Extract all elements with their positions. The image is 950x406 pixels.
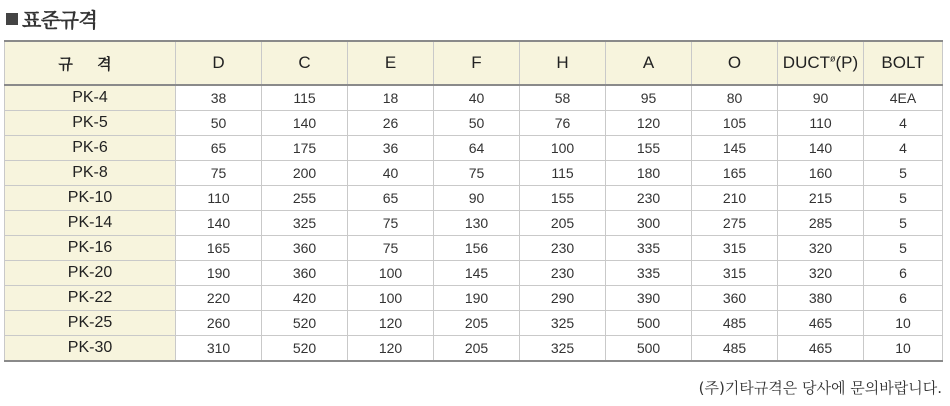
cell-a: 230 — [606, 186, 692, 211]
square-bullet-icon — [6, 13, 18, 25]
cell-e: 75 — [348, 236, 434, 261]
cell-c: 420 — [262, 286, 348, 311]
cell-bolt: 4 — [864, 111, 943, 136]
cell-duct: 380 — [778, 286, 864, 311]
cell-o: 145 — [692, 136, 778, 161]
cell-d: 65 — [176, 136, 262, 161]
cell-d: 220 — [176, 286, 262, 311]
cell-a: 500 — [606, 311, 692, 336]
cell-c: 360 — [262, 236, 348, 261]
cell-bolt: 5 — [864, 211, 943, 236]
cell-bolt: 5 — [864, 161, 943, 186]
cell-f: 190 — [434, 286, 520, 311]
table-row — [5, 85, 943, 111]
cell-spec: PK-6 — [5, 136, 176, 161]
cell-a: 155 — [606, 136, 692, 161]
header-d: D — [176, 41, 262, 85]
cell-bolt: 6 — [864, 261, 943, 286]
header-a: A — [606, 41, 692, 85]
cell-o: 80 — [692, 85, 778, 111]
header-c: C — [262, 41, 348, 85]
cell-spec: PK-25 — [5, 311, 176, 336]
cell-d: 190 — [176, 261, 262, 286]
cell-a: 180 — [606, 161, 692, 186]
spec-table — [4, 40, 943, 362]
table-row — [5, 111, 943, 136]
cell-e: 36 — [348, 136, 434, 161]
cell-d: 260 — [176, 311, 262, 336]
cell-f: 64 — [434, 136, 520, 161]
cell-bolt: 5 — [864, 236, 943, 261]
header-o: O — [692, 41, 778, 85]
cell-c: 325 — [262, 211, 348, 236]
cell-c: 200 — [262, 161, 348, 186]
header-bolt: BOLT — [864, 41, 943, 85]
cell-e: 120 — [348, 336, 434, 362]
header-e: E — [348, 41, 434, 85]
header-h: H — [520, 41, 606, 85]
cell-duct: 110 — [778, 111, 864, 136]
cell-e: 100 — [348, 286, 434, 311]
cell-d: 110 — [176, 186, 262, 211]
cell-h: 115 — [520, 161, 606, 186]
cell-f: 205 — [434, 311, 520, 336]
cell-h: 155 — [520, 186, 606, 211]
header-duct-sup: ø — [830, 53, 836, 64]
table-row — [5, 236, 943, 261]
cell-spec: PK-14 — [5, 211, 176, 236]
cell-o: 165 — [692, 161, 778, 186]
cell-a: 390 — [606, 286, 692, 311]
cell-duct: 140 — [778, 136, 864, 161]
cell-d: 38 — [176, 85, 262, 111]
cell-spec: PK-30 — [5, 336, 176, 362]
table-row — [5, 211, 943, 236]
cell-f: 90 — [434, 186, 520, 211]
cell-bolt: 4EA — [864, 85, 943, 111]
cell-c: 360 — [262, 261, 348, 286]
cell-o: 360 — [692, 286, 778, 311]
cell-d: 165 — [176, 236, 262, 261]
cell-f: 40 — [434, 85, 520, 111]
cell-bolt: 6 — [864, 286, 943, 311]
cell-h: 230 — [520, 236, 606, 261]
cell-e: 100 — [348, 261, 434, 286]
cell-e: 18 — [348, 85, 434, 111]
cell-duct: 465 — [778, 311, 864, 336]
cell-h: 230 — [520, 261, 606, 286]
table-row — [5, 161, 943, 186]
table-header-row — [5, 41, 943, 85]
cell-d: 310 — [176, 336, 262, 362]
header-spec: 규 격 — [5, 41, 176, 85]
cell-spec: PK-8 — [5, 161, 176, 186]
header-f: F — [434, 41, 520, 85]
cell-o: 275 — [692, 211, 778, 236]
cell-f: 130 — [434, 211, 520, 236]
cell-a: 120 — [606, 111, 692, 136]
cell-bolt: 4 — [864, 136, 943, 161]
header-duct-label: DUCT — [782, 53, 831, 72]
cell-h: 325 — [520, 336, 606, 362]
cell-duct: 215 — [778, 186, 864, 211]
cell-e: 75 — [348, 211, 434, 236]
cell-a: 335 — [606, 261, 692, 286]
cell-spec: PK-10 — [5, 186, 176, 211]
cell-a: 335 — [606, 236, 692, 261]
cell-h: 205 — [520, 211, 606, 236]
cell-o: 485 — [692, 336, 778, 362]
cell-a: 300 — [606, 211, 692, 236]
table-row — [5, 311, 943, 336]
cell-f: 50 — [434, 111, 520, 136]
cell-o: 105 — [692, 111, 778, 136]
cell-f: 156 — [434, 236, 520, 261]
cell-o: 315 — [692, 261, 778, 286]
cell-spec: PK-16 — [5, 236, 176, 261]
cell-e: 40 — [348, 161, 434, 186]
cell-bolt: 10 — [864, 336, 943, 362]
cell-a: 95 — [606, 85, 692, 111]
cell-spec: PK-20 — [5, 261, 176, 286]
cell-duct: 160 — [778, 161, 864, 186]
cell-c: 255 — [262, 186, 348, 211]
table-row — [5, 136, 943, 161]
cell-bolt: 10 — [864, 311, 943, 336]
section-title — [6, 4, 97, 33]
cell-d: 140 — [176, 211, 262, 236]
cell-h: 58 — [520, 85, 606, 111]
cell-o: 210 — [692, 186, 778, 211]
table-body — [5, 85, 943, 361]
header-duct — [778, 41, 864, 85]
cell-h: 100 — [520, 136, 606, 161]
table-row — [5, 286, 943, 311]
header-duct-suffix: (P) — [835, 53, 859, 72]
cell-h: 76 — [520, 111, 606, 136]
cell-spec: PK-22 — [5, 286, 176, 311]
table-row — [5, 261, 943, 286]
cell-c: 520 — [262, 336, 348, 362]
section-title-text: 표준규격 — [22, 8, 98, 32]
cell-c: 520 — [262, 311, 348, 336]
cell-f: 145 — [434, 261, 520, 286]
table-row — [5, 186, 943, 211]
cell-a: 500 — [606, 336, 692, 362]
cell-d: 75 — [176, 161, 262, 186]
cell-duct: 320 — [778, 261, 864, 286]
cell-duct: 465 — [778, 336, 864, 362]
cell-f: 205 — [434, 336, 520, 362]
cell-f: 75 — [434, 161, 520, 186]
cell-duct: 285 — [778, 211, 864, 236]
cell-e: 26 — [348, 111, 434, 136]
cell-duct: 320 — [778, 236, 864, 261]
cell-c: 115 — [262, 85, 348, 111]
cell-d: 50 — [176, 111, 262, 136]
cell-e: 65 — [348, 186, 434, 211]
table-row — [5, 336, 943, 362]
cell-spec: PK-5 — [5, 111, 176, 136]
cell-c: 140 — [262, 111, 348, 136]
cell-spec: PK-4 — [5, 85, 176, 111]
cell-bolt: 5 — [864, 186, 943, 211]
footnote: (주)기타규격은 당사에 문의바랍니다. — [698, 379, 942, 397]
cell-h: 325 — [520, 311, 606, 336]
cell-h: 290 — [520, 286, 606, 311]
cell-o: 485 — [692, 311, 778, 336]
cell-o: 315 — [692, 236, 778, 261]
cell-c: 175 — [262, 136, 348, 161]
cell-e: 120 — [348, 311, 434, 336]
cell-duct: 90 — [778, 85, 864, 111]
